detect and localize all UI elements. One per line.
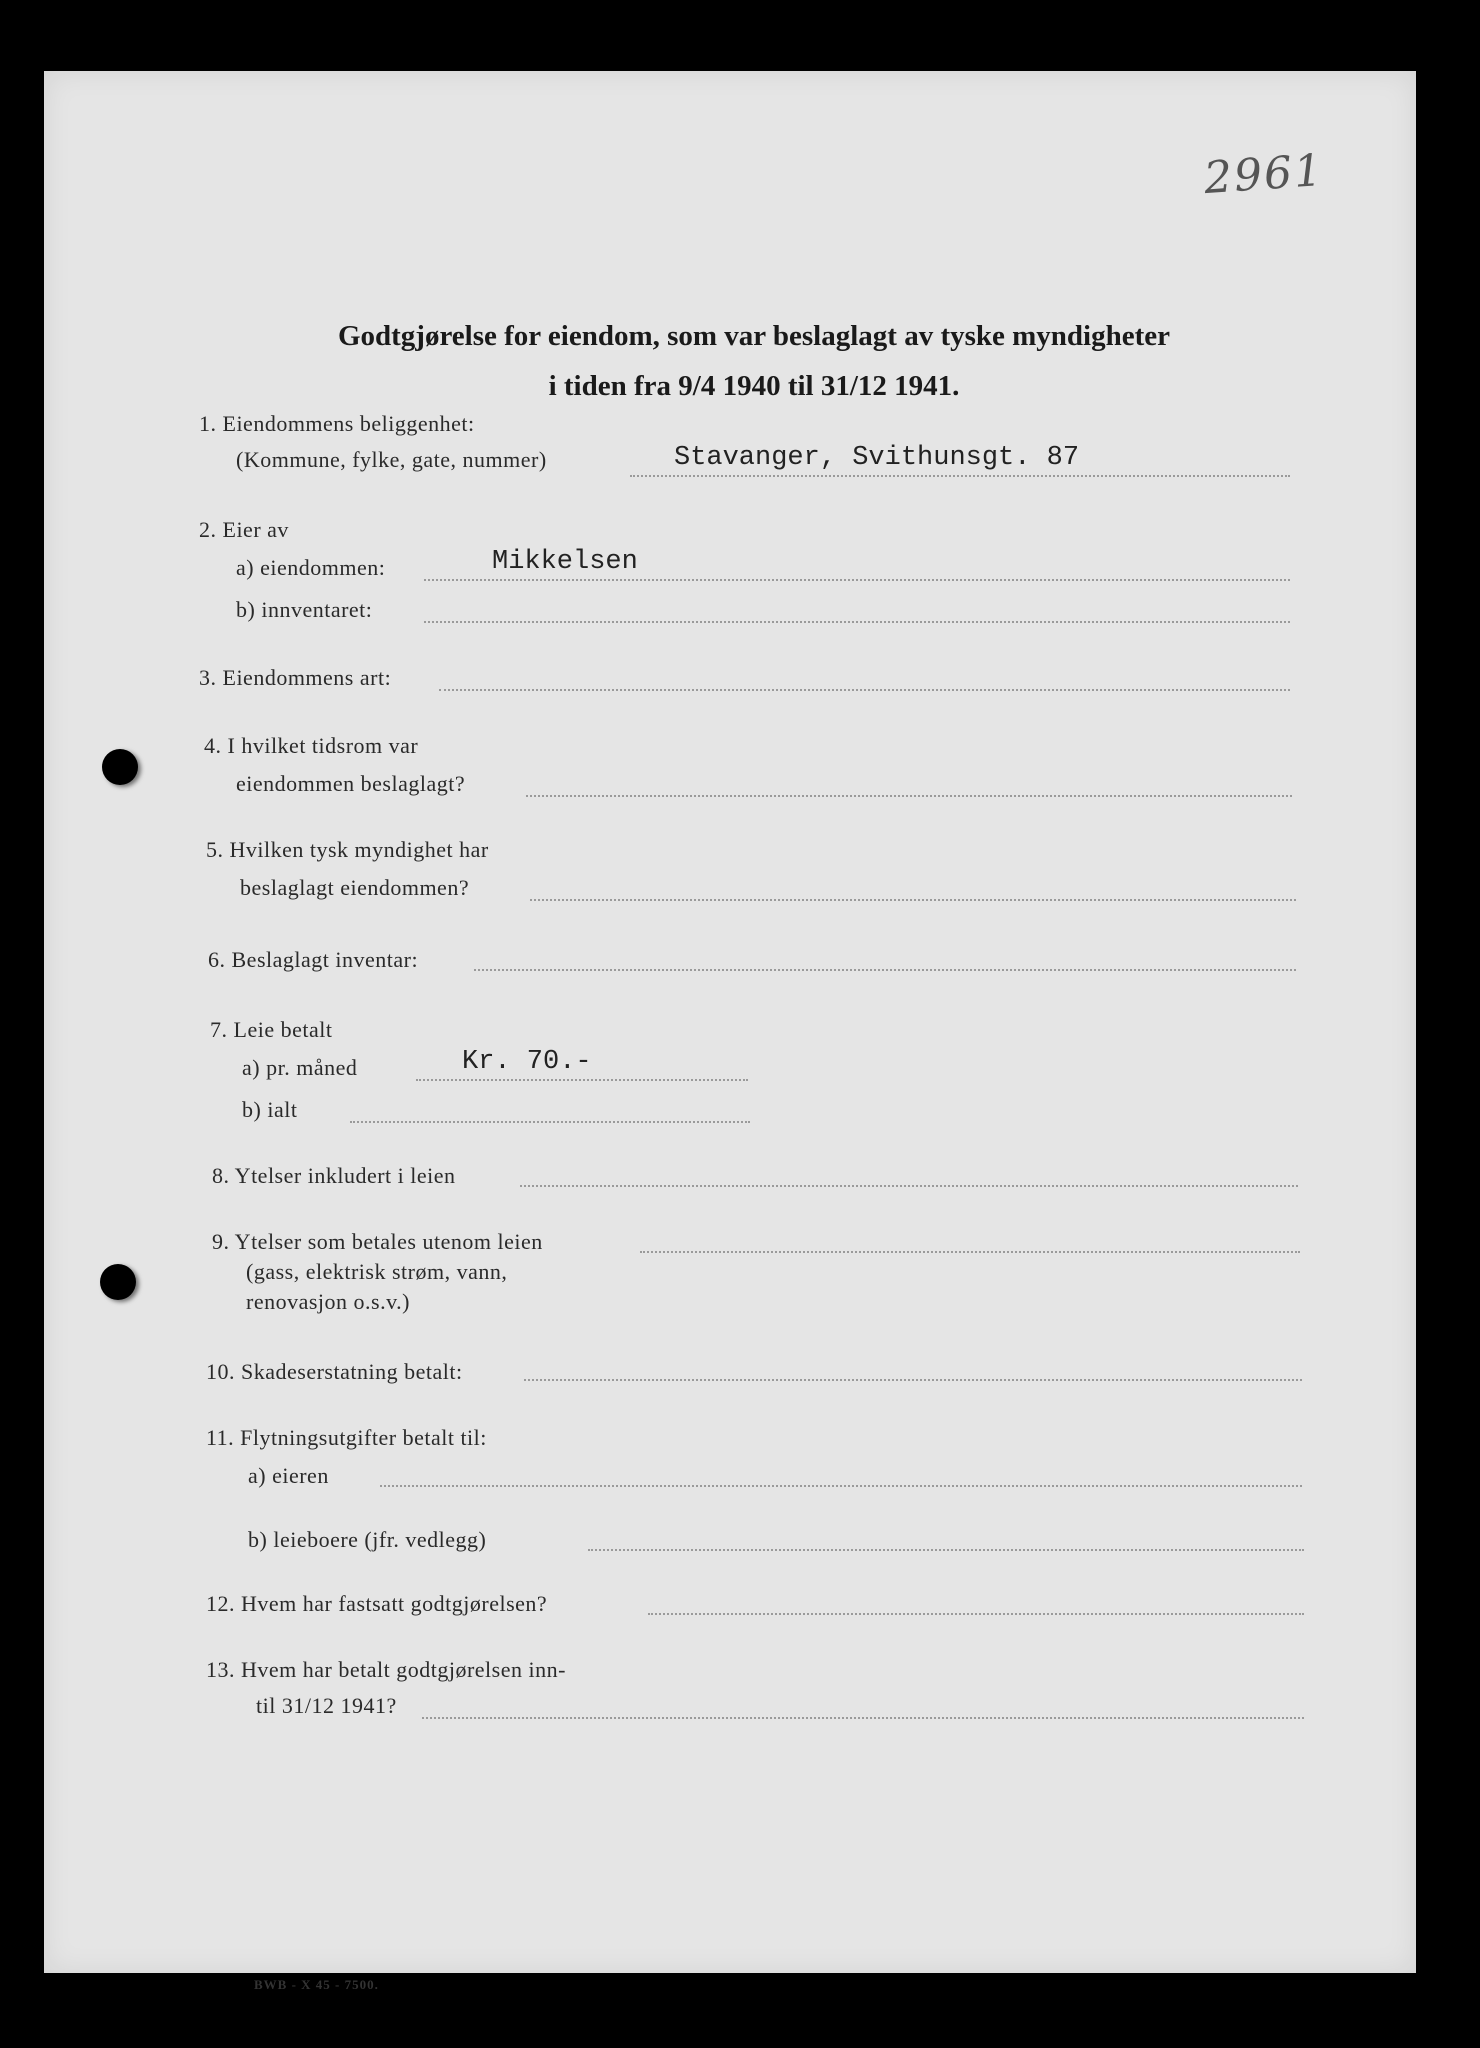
q13-label: 13. Hvem har betalt godtgjørelsen inn- xyxy=(206,1657,566,1682)
q7b-answer-line xyxy=(350,1121,750,1123)
q5-label: 5. Hvilken tysk myndighet har xyxy=(206,837,489,862)
q3-answer-line xyxy=(439,689,1290,691)
q9-answer-line xyxy=(640,1251,1300,1253)
q4-answer-line xyxy=(526,795,1292,797)
q5-label-2: beslaglagt eiendommen? xyxy=(240,875,470,900)
q3-label: 3. Eiendommens art: xyxy=(199,665,392,690)
q2a-answer-line xyxy=(424,579,1290,581)
form-page xyxy=(44,71,1416,1992)
title-line-1: Godtgjørelse for eiendom, som var beslaglagt av tyske myndigheter xyxy=(337,320,1171,352)
q2b-label: b) innventaret: xyxy=(236,597,373,622)
q11b-answer-line xyxy=(588,1549,1304,1551)
q9-hint-2: renovasjon o.s.v.) xyxy=(246,1289,410,1314)
q1-hint: (Kommune, fylke, gate, nummer) xyxy=(236,447,547,472)
punch-hole-upper xyxy=(102,749,138,785)
q1-label: 1. Eiendommens beliggenhet: xyxy=(199,411,475,436)
q1-answer-line xyxy=(630,475,1290,477)
q11a-answer-line xyxy=(380,1485,1302,1487)
q2a-answer: Mikkelsen xyxy=(492,547,638,577)
q5-answer-line xyxy=(530,899,1296,901)
q7b-label: b) ialt xyxy=(242,1097,298,1122)
form-footer: BWB - X 45 - 7500. xyxy=(254,1977,379,1992)
q11a-label: a) eieren xyxy=(248,1463,329,1488)
q10-answer-line xyxy=(524,1379,1302,1381)
q11b-label: b) leieboere (jfr. vedlegg) xyxy=(248,1527,487,1552)
q10-label: 10. Skadeserstatning betalt: xyxy=(206,1359,463,1384)
q11-label: 11. Flytningsutgifter betalt til: xyxy=(206,1425,487,1450)
q4-label: 4. I hvilket tidsrom var xyxy=(204,733,419,758)
q7a-answer: Kr. 70.- xyxy=(462,1047,592,1077)
q7a-answer-line xyxy=(416,1079,748,1081)
q2a-label: a) eiendommen: xyxy=(236,555,386,580)
punch-hole-lower xyxy=(100,1264,136,1300)
q13-answer-line xyxy=(422,1717,1304,1719)
q4-label-2: eiendommen beslaglagt? xyxy=(236,771,466,796)
q2b-answer-line xyxy=(424,621,1290,623)
q6-answer-line xyxy=(474,969,1296,971)
q9-hint-1: (gass, elektrisk strøm, vann, xyxy=(246,1259,508,1284)
q12-answer-line xyxy=(648,1613,1304,1615)
q2-label: 2. Eier av xyxy=(199,517,289,542)
q13-label-2: til 31/12 1941? xyxy=(256,1693,397,1718)
title-line-2: i tiden fra 9/4 1940 til 31/12 1941. xyxy=(548,370,960,402)
q8-label: 8. Ytelser inkludert i leien xyxy=(212,1163,456,1188)
q7-label: 7. Leie betalt xyxy=(210,1017,333,1042)
q9-label: 9. Ytelser som betales utenom leien xyxy=(212,1229,543,1254)
q1-answer: Stavanger, Svithunsgt. 87 xyxy=(674,443,1080,473)
q12-label: 12. Hvem har fastsatt godtgjørelsen? xyxy=(206,1591,548,1616)
q7a-label: a) pr. måned xyxy=(242,1055,358,1080)
q8-answer-line xyxy=(520,1185,1298,1187)
form-title xyxy=(234,311,1274,411)
q6-label: 6. Beslaglagt inventar: xyxy=(208,947,419,972)
archive-number: 2961 xyxy=(1202,144,1326,205)
